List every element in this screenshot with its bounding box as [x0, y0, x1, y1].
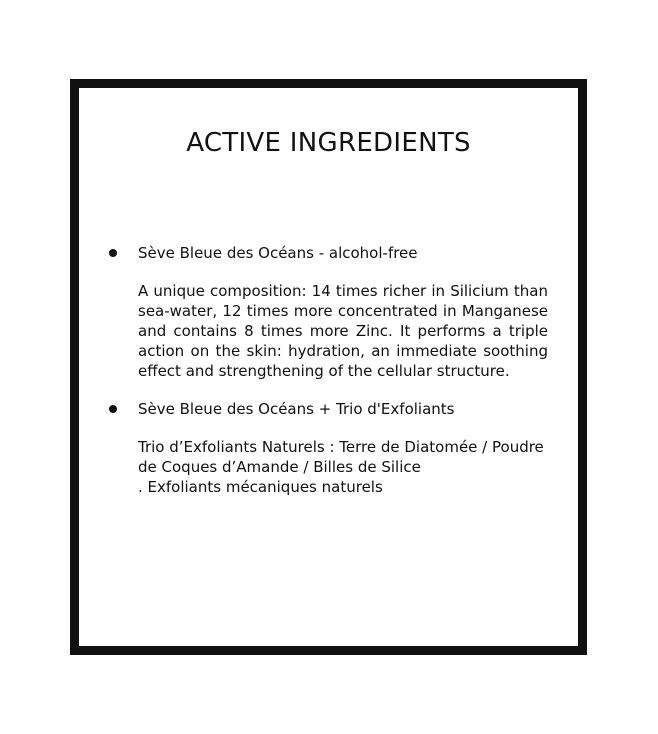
- ingredients-list: [109, 243, 548, 497]
- content-frame: [70, 79, 587, 655]
- ingredient-description: [138, 437, 548, 497]
- bullet-icon: [109, 405, 117, 413]
- ingredient-description: A unique composition: 14 times richer in Silicium than sea-water, 12 times more concentrated in Manganese and contains 8 times more Zinc. It performs a triple action on the skin: hydration, an immediate soothing effect and strengthening of the cellular structure.: [138, 282, 548, 380]
- ingredient-heading: Sève Bleue des Océans - alcohol-free: [138, 244, 418, 262]
- ingredient-description-line: Trio d’Exfoliants Naturels : Terre de Diatomée / Poudre de Coques d’Amande / Billes de Silice: [138, 438, 544, 476]
- ingredient-heading: Sève Bleue des Océans + Trio d'Exfoliants: [138, 400, 455, 418]
- ingredient-description-line: . Exfoliants mécaniques naturels: [138, 478, 383, 496]
- page-title: ACTIVE INGREDIENTS: [186, 128, 471, 158]
- ingredient-item: [109, 399, 548, 497]
- bullet-icon: [109, 249, 117, 257]
- ingredient-item: [109, 243, 548, 381]
